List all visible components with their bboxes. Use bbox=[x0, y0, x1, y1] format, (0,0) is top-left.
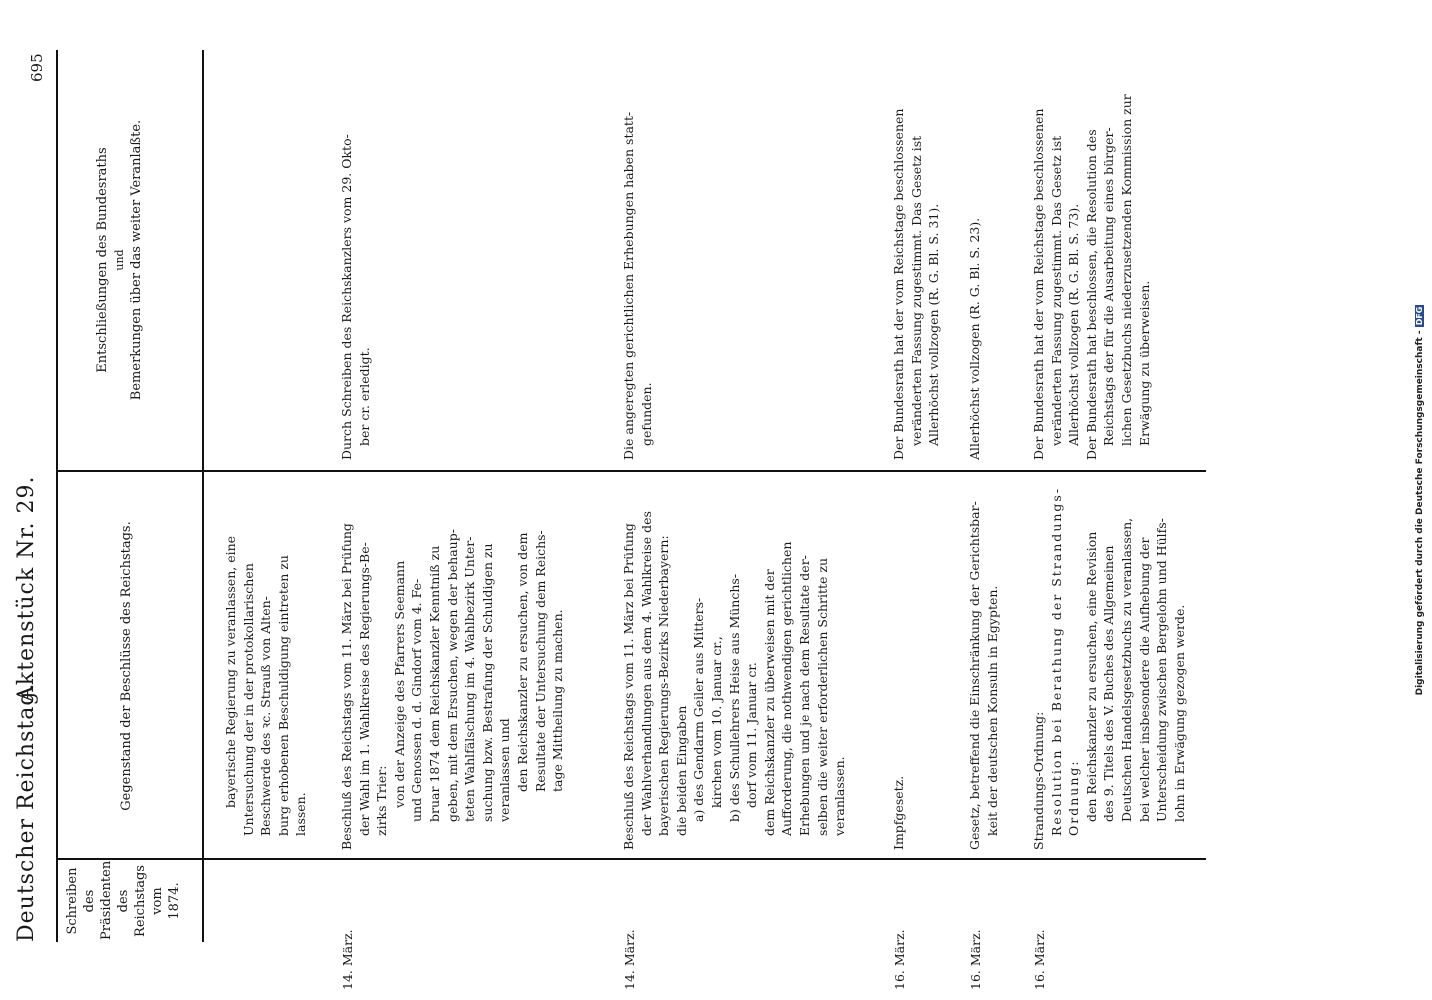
resolution-line: ber cr. erledigt. bbox=[356, 347, 372, 446]
row-resolution bbox=[338, 60, 373, 460]
column-header-resolution bbox=[94, 60, 145, 460]
dfg-note-text: Digitalisierung gefördert durch die Deutsche Forschungsgemeinschaft - bbox=[1415, 330, 1425, 696]
subject-line: Erhebungen und je nach dem Resultate der- bbox=[796, 555, 812, 836]
column-rule-1 bbox=[56, 858, 1206, 860]
row-subject bbox=[966, 482, 1001, 850]
subject-line: dorf vom 11. Januar cr. bbox=[744, 662, 760, 808]
column-header-resolution-a: Entschließungen des Bundesraths bbox=[95, 147, 110, 373]
subject-line: teten Wahlfälschung im 4. Wahlbezirk Unter- bbox=[462, 536, 478, 822]
column-header-date-text: Schreiben des Präsidenten des Reichstags vom bbox=[65, 860, 165, 940]
resolution-line: Allerhöchst vollzogen (R. G. Bl. S. 73). bbox=[1066, 203, 1082, 446]
subject-line: Resolution bei Berathung der Strandungs- bbox=[1048, 486, 1064, 836]
table-top-rule bbox=[56, 50, 58, 942]
subject-line: der Wahl im 1. Wahlkreise des Regierungs-Be- bbox=[356, 542, 372, 836]
subject-line: dem Reichskanzler zu überweisen mit der bbox=[761, 569, 777, 836]
subject-line: bayerische Regierung zu veranlassen, eine bbox=[223, 535, 238, 808]
resolution-line: Die angeregten gerichtlichen Erhebungen haben statt- bbox=[621, 111, 636, 460]
resolution-line: Erwägung zu überweisen. bbox=[1136, 280, 1152, 446]
resolution-line: Allerhöchst vollzogen (R. G. Bl. S. 31). bbox=[926, 203, 942, 446]
subject-line: zirks Trier: bbox=[374, 765, 390, 836]
subject-line: Unterscheidung zwischen Bergelohn und Hülfs- bbox=[1154, 518, 1170, 822]
column-header-resolution-b: und bbox=[113, 249, 126, 271]
subject-line: den Reichskanzler zu ersuchen, von dem bbox=[514, 532, 530, 792]
resolution-line: Der Bundesrath hat beschlossen, die Resolution des bbox=[1083, 129, 1099, 460]
subject-line: suchung bzw. Bestrafung der Schuldigen zu bbox=[479, 543, 495, 822]
resolution-line: Reichstags der für die Ausarbeitung eines bürger- bbox=[1101, 127, 1117, 446]
subject-line: tage Mittheilung zu machen. bbox=[550, 609, 566, 792]
row-subject bbox=[338, 482, 567, 850]
row-subject bbox=[1030, 482, 1188, 850]
row-subject bbox=[620, 482, 849, 850]
subject-line: Untersuchung der in der protokollarischen bbox=[240, 563, 256, 836]
subject-line: Impfgesetz. bbox=[891, 775, 906, 850]
column-header-date-year: 1874. bbox=[167, 882, 182, 920]
row-date: 16. März. bbox=[892, 929, 907, 990]
subject-line: Aufforderung, die nothwendigen gerichtlichen bbox=[779, 541, 795, 836]
subject-line: kirchen vom 10. Januar cr., bbox=[708, 636, 724, 808]
subject-line: keit der deutschen Konsuln in Egypten. bbox=[984, 585, 1000, 836]
row-resolution bbox=[966, 60, 984, 460]
subject-line: der Wahlverhandlungen aus dem 4. Wahlkreise des bbox=[638, 511, 654, 836]
row-date: 16. März. bbox=[968, 929, 983, 990]
row-resolution bbox=[1030, 60, 1153, 460]
subject-line: die beiden Eingaben bbox=[673, 705, 689, 836]
column-rule-2 bbox=[56, 470, 1206, 472]
subject-line: geben, mit dem Ersuchen, wegen der behaup- bbox=[444, 529, 460, 822]
subject-line: bei welcher insbesondere die Aufhebung der bbox=[1136, 537, 1152, 822]
subject-line: Beschluß des Reichstags vom 11. März bei Prüfung bbox=[621, 523, 636, 850]
subject-line: lohn in Erwägung gezogen werde. bbox=[1171, 604, 1187, 822]
resolution-line: Der Bundesrath hat der vom Reichstage beschlossenen bbox=[1031, 108, 1046, 460]
subject-line: burg erhobenen Beschuldigung eintreten zu bbox=[275, 555, 291, 836]
row-subject bbox=[890, 482, 908, 850]
row-resolution bbox=[620, 60, 655, 460]
row-resolution bbox=[890, 60, 943, 460]
subject-line: bayerischen Regierungs-Bezirks Niederbayern: bbox=[656, 535, 672, 836]
subject-line: Resultate der Untersuchung dem Reichs- bbox=[532, 530, 548, 792]
resolution-line: Allerhöchst vollzogen (R. G. Bl. S. 23). bbox=[967, 217, 982, 460]
subject-line: veranlassen. bbox=[832, 756, 848, 836]
subject-line: veranlassen und bbox=[497, 718, 513, 822]
column-header-date bbox=[64, 862, 183, 940]
resolution-line: Der Bundesrath hat der vom Reichstage beschlossenen bbox=[891, 108, 906, 460]
resolution-line: lichen Gesetzbuchs niederzusetzenden Kommission zur bbox=[1118, 94, 1134, 446]
row-subject bbox=[222, 482, 310, 850]
subject-line: Gesetz, betreffend die Einschränkung der Gerichtsbar- bbox=[967, 501, 982, 850]
subject-line: a) des Gendarm Geiler aus Mitters- bbox=[691, 597, 707, 822]
subject-line: Ordnung: bbox=[1066, 759, 1082, 836]
subject-line: b) des Schullehrers Heise aus Münchs- bbox=[726, 573, 742, 822]
column-header-resolution-c: Bemerkungen über das weiter Veranlaßte. bbox=[129, 119, 144, 401]
running-title: Deutscher Reichstag. bbox=[14, 682, 39, 942]
resolution-line: Durch Schreiben des Reichskanzlers vom 29. Okto- bbox=[339, 134, 354, 460]
row-date: 14. März. bbox=[340, 929, 355, 990]
dfg-note bbox=[1413, 0, 1427, 1000]
resolution-line: veränderten Fassung zugestimmt. Das Gesetz ist bbox=[908, 135, 924, 446]
subject-line: Deutschen Handelsgesetzbuchs zu veranlassen, bbox=[1118, 517, 1134, 822]
row-date: 14. März. bbox=[622, 929, 637, 990]
resolution-line: gefunden. bbox=[638, 382, 654, 446]
subject-line: von der Anzeige des Pfarrers Seemann bbox=[391, 560, 407, 808]
subject-line: Beschluß des Reichstags vom 11. März bei Prüfung bbox=[339, 523, 354, 850]
actenstueck-title: Aktenstück Nr. 29. bbox=[14, 475, 39, 702]
subject-line: lassen. bbox=[293, 792, 309, 836]
header-bottom-rule bbox=[202, 50, 204, 942]
subject-line: Beschwerde des ꝛc. Strauß von Alten- bbox=[258, 596, 274, 836]
column-header-subject: Gegenstand der Beschlüsse des Reichstags. bbox=[119, 521, 134, 811]
dfg-logo: DFG bbox=[1415, 306, 1424, 326]
subject-line: bruar 1874 dem Reichskanzler Kenntniß zu bbox=[426, 545, 442, 822]
resolution-line: veränderten Fassung zugestimmt. Das Gesetz ist bbox=[1048, 135, 1064, 446]
row-date: 16. März. bbox=[1032, 929, 1047, 990]
subject-line: selben die weiter erforderlichen Schritte zu bbox=[814, 557, 830, 836]
subject-line: den Reichskanzler zu ersuchen, eine Revision bbox=[1083, 531, 1099, 822]
subject-line: und Genossen d. d. Gindorf vom 4. Fe- bbox=[409, 578, 425, 822]
subject-line: Strandungs-Ordnung: bbox=[1031, 711, 1046, 850]
subject-line: des 9. Titels des V. Buches des Allgemeinen bbox=[1101, 545, 1117, 822]
page-number: 695 bbox=[28, 53, 46, 82]
